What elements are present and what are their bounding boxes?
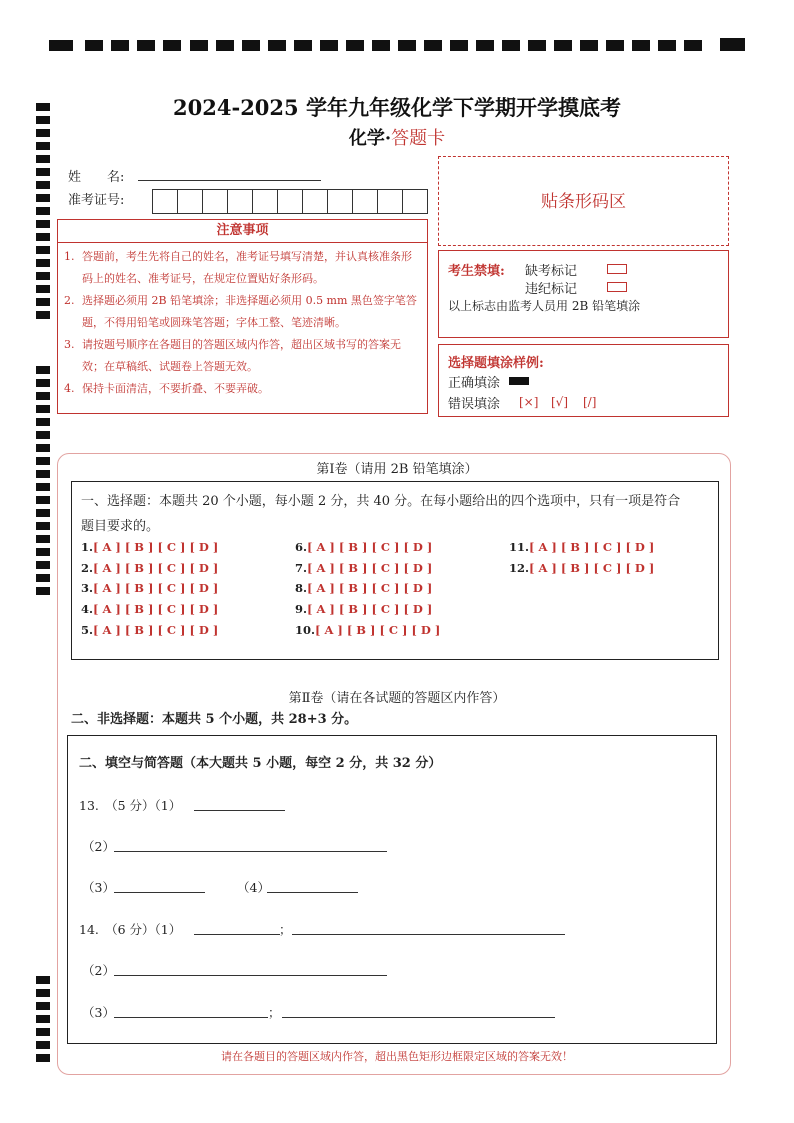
positioning-mark (372, 40, 390, 51)
notes-header (57, 219, 428, 243)
positioning-mark (36, 259, 50, 267)
choice-number: 7. (295, 561, 308, 575)
q13-4-label: （4） (237, 880, 270, 895)
wrong-mark-slash: [/] (583, 395, 597, 409)
choice-question-12[interactable] (509, 561, 654, 575)
choice-number: 9. (295, 602, 308, 616)
positioning-mark (36, 535, 50, 543)
choice-number: 6. (295, 540, 308, 554)
answer-area-warning: 请在各题目的答题区域内作答，超出黑色矩形边框限定区域的答案无效！ (221, 1050, 573, 1063)
exam-id-cell[interactable] (227, 189, 252, 214)
choice-options[interactable]: [ A ] [ B ] [ C ] [ D ] (529, 561, 655, 575)
choice-number: 10. (295, 623, 316, 637)
positioning-mark (424, 40, 442, 51)
subtitle-answer-card: 答题卡 (391, 128, 446, 149)
q14-3a-answer-line[interactable] (114, 1017, 268, 1018)
choice-number: 2. (81, 561, 94, 575)
choice-options[interactable]: [ A ] [ B ] [ C ] [ D ] (529, 540, 655, 554)
subtitle-subject: 化学· (348, 128, 392, 149)
exam-id-label: 准考证号: (68, 193, 125, 208)
exam-ban-box (438, 250, 729, 338)
barcode-area (438, 156, 729, 246)
absent-mark-box[interactable] (607, 264, 627, 274)
exam-id-grid[interactable] (152, 189, 428, 214)
positioning-mark (294, 40, 312, 51)
positioning-mark (476, 40, 494, 51)
positioning-mark (36, 1028, 50, 1036)
choice-question-10[interactable] (295, 623, 440, 637)
choice-options[interactable]: [ A ] [ B ] [ C ] [ D ] (93, 561, 219, 575)
positioning-mark (36, 298, 50, 306)
choice-options[interactable]: [ A ] [ B ] [ C ] [ D ] (93, 581, 219, 595)
positioning-mark (580, 40, 598, 51)
positioning-mark (163, 40, 181, 51)
choice-options[interactable]: [ A ] [ B ] [ C ] [ D ] (307, 602, 433, 616)
exam-id-cell[interactable] (152, 189, 177, 214)
q14-2-answer-line[interactable] (114, 975, 387, 976)
wrong-mark-check: [√] (551, 395, 569, 409)
part2-heading: 第Ⅱ卷（请在各试题的答题区内作答） (288, 691, 506, 706)
notes-title: 注意事项 (216, 223, 269, 238)
choice-number: 3. (81, 581, 94, 595)
positioning-mark (36, 483, 50, 491)
positioning-mark (36, 522, 50, 530)
positioning-mark (684, 40, 702, 51)
positioning-mark (137, 40, 155, 51)
q13-3-label: （3） (82, 880, 115, 895)
positioning-mark (36, 561, 50, 569)
choice-intro-line1: 一、选择题：本题共 20 个小题，每小题 2 分，共 40 分。在每小题给出的四个选项中，只有一项是符合 (81, 494, 681, 509)
exam-ban-title: 考生禁填: (448, 264, 505, 279)
choice-options[interactable]: [ A ] [ B ] [ C ] [ D ] (93, 602, 219, 616)
positioning-mark (36, 418, 50, 426)
choice-question-8[interactable] (295, 581, 432, 595)
q13-4-answer-line[interactable] (267, 892, 358, 893)
positioning-mark (606, 40, 624, 51)
choice-question-5[interactable] (81, 623, 218, 637)
choice-question-2[interactable] (81, 561, 218, 575)
q14-label: 14. （6 分）（1） (79, 922, 182, 937)
q14-3b-answer-line[interactable] (282, 1017, 555, 1018)
positioning-mark (36, 496, 50, 504)
choice-options[interactable]: [ A ] [ B ] [ C ] [ D ] (93, 623, 219, 637)
positioning-mark (554, 40, 572, 51)
note-item: 1. 答题前，考生先将自己的姓名，准考证号填写清楚，并认真核准条形码上的姓名、准考证号，在规定位置贴好条形码。 (64, 250, 412, 285)
positioning-mark (36, 976, 50, 984)
choice-question-9[interactable] (295, 602, 432, 616)
q13-2-answer-line[interactable] (114, 851, 387, 852)
positioning-mark (111, 40, 129, 51)
positioning-mark (268, 40, 286, 51)
choice-number: 4. (81, 602, 94, 616)
choice-options[interactable]: [ A ] [ B ] [ C ] [ D ] (93, 540, 219, 554)
positioning-mark (36, 155, 50, 163)
fill-example-title: 选择题填涂样例: (448, 356, 544, 371)
choice-number: 5. (81, 623, 94, 637)
choice-question-6[interactable] (295, 540, 432, 554)
positioning-mark (49, 40, 73, 51)
choice-intro-line2: 题目要求的。 (81, 519, 160, 534)
choice-options[interactable]: [ A ] [ B ] [ C ] [ D ] (307, 561, 433, 575)
positioning-mark (36, 194, 50, 202)
short-answer-title: 二、填空与简答题（本大题共 5 小题，每空 2 分，共 32 分） (79, 756, 442, 771)
exam-id-cell[interactable] (377, 189, 402, 214)
positioning-mark (36, 509, 50, 517)
q14-1a-answer-line[interactable] (194, 934, 280, 935)
positioning-mark (450, 40, 468, 51)
wrong-fill-label: 错误填涂 (448, 397, 501, 412)
choice-question-3[interactable] (81, 581, 218, 595)
choice-question-4[interactable] (81, 602, 218, 616)
wrong-mark-x: [×] (519, 395, 539, 409)
q14-3-separator: ； (268, 1005, 281, 1020)
positioning-mark (36, 431, 50, 439)
choice-question-11[interactable] (509, 540, 654, 554)
exam-id-cell[interactable] (252, 189, 277, 214)
q14-2-label: （2） (82, 963, 115, 978)
exam-id-cell[interactable] (302, 189, 327, 214)
choice-number: 11. (509, 540, 530, 554)
positioning-mark (36, 1002, 50, 1010)
positioning-mark (36, 548, 50, 556)
positioning-mark (36, 444, 50, 452)
exam-id-cell[interactable] (177, 189, 202, 214)
name-field[interactable] (138, 180, 321, 181)
positioning-mark (36, 405, 50, 413)
exam-id-cell[interactable] (327, 189, 352, 214)
part1-heading: 第Ⅰ卷（请用 2B 铅笔填涂） (316, 462, 478, 477)
exam-ban-note: 以上标志由监考人员用 2B 铅笔填涂 (448, 299, 641, 313)
positioning-mark (36, 379, 50, 387)
positioning-mark (36, 220, 50, 228)
positioning-mark (632, 40, 650, 51)
positioning-mark (36, 1015, 50, 1023)
note-item: 4. 保持卡面清洁，不要折叠、不要弄破。 (64, 382, 269, 395)
positioning-mark (85, 40, 103, 51)
positioning-mark (216, 40, 234, 51)
notes-box (57, 242, 428, 414)
positioning-mark (502, 40, 520, 51)
notes-list (58, 243, 427, 400)
choice-options[interactable]: [ A ] [ B ] [ C ] [ D ] (307, 540, 433, 554)
q13-2-label: （2） (82, 839, 115, 854)
q13-3-answer-line[interactable] (114, 892, 205, 893)
exam-title: 2024-2025 学年九年级化学下学期开学摸底考 (173, 95, 621, 120)
exam-id-cell[interactable] (202, 189, 227, 214)
choice-question-7[interactable] (295, 561, 432, 575)
positioning-mark (658, 40, 676, 51)
violation-mark-box[interactable] (607, 282, 627, 292)
choice-options[interactable]: [ A ] [ B ] [ C ] [ D ] (307, 581, 433, 595)
positioning-mark (36, 181, 50, 189)
positioning-mark (398, 40, 416, 51)
part2-subtitle: 二、非选择题：本题共 5 个小题，共 28+3 分。 (71, 712, 358, 727)
positioning-mark (36, 587, 50, 595)
violation-mark-label: 违纪标记 (525, 282, 578, 297)
choice-question-1[interactable] (81, 540, 218, 554)
positioning-mark (36, 989, 50, 997)
positioning-mark (36, 246, 50, 254)
q14-3-label: （3） (82, 1005, 115, 1020)
choice-number: 12. (509, 561, 530, 575)
positioning-mark (36, 207, 50, 215)
correct-fill-label: 正确填涂 (448, 376, 501, 391)
positioning-mark (36, 574, 50, 582)
absent-mark-label: 缺考标记 (525, 264, 578, 279)
positioning-mark (320, 40, 338, 51)
name-label: 姓 名: (68, 170, 125, 185)
positioning-mark (36, 233, 50, 241)
q14-1b-answer-line[interactable] (292, 934, 565, 935)
choice-options[interactable]: [ A ] [ B ] [ C ] [ D ] (315, 623, 441, 637)
positioning-mark (36, 285, 50, 293)
correct-fill-sample (509, 377, 529, 385)
positioning-mark (36, 311, 50, 319)
positioning-mark (36, 366, 50, 374)
exam-id-cell[interactable] (277, 189, 302, 214)
positioning-mark (346, 40, 364, 51)
q14-1-separator: ； (279, 922, 292, 937)
q13-label: 13. （5 分）（1） (79, 798, 182, 813)
card-subtitle (0, 124, 794, 150)
positioning-mark (720, 38, 745, 51)
positioning-mark (36, 272, 50, 280)
positioning-mark (36, 392, 50, 400)
choice-number: 8. (295, 581, 308, 595)
positioning-mark (190, 40, 208, 51)
q13-1-answer-line[interactable] (194, 810, 285, 811)
choice-number: 1. (81, 540, 94, 554)
fill-example-box (438, 344, 729, 417)
positioning-mark (242, 40, 260, 51)
barcode-label: 贴条形码区 (541, 192, 626, 212)
exam-id-cell[interactable] (402, 189, 428, 214)
exam-id-cell[interactable] (352, 189, 377, 214)
note-item: 3. 请按题号顺序在各题目的答题区域内作答，超出区域书写的答案无效；在草稿纸、试题卷上答题无效。 (64, 338, 401, 373)
note-item: 2. 选择题必须用 2B 铅笔填涂；非选择题必须用 0.5 mm 黑色签字笔答题，不得用铅笔或圆珠笔答题；字体工整、笔迹清晰。 (64, 294, 417, 329)
short-answer-box (67, 735, 717, 1044)
positioning-mark (528, 40, 546, 51)
positioning-mark (36, 168, 50, 176)
